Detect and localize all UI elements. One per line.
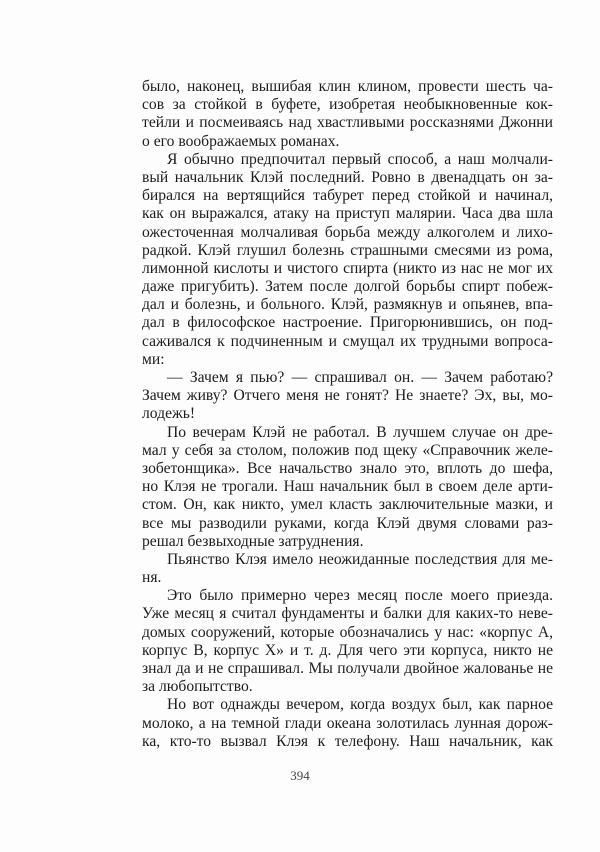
text-line: мал у себя за столом, положив под щеку «Справочник желе- [142, 441, 553, 459]
text-line: все мы разводили руками, когда Клэй двумя словами раз- [142, 514, 553, 532]
text-line: лодежь! [142, 405, 196, 423]
text-line: вый начальник Клэй последний. Ровно в двенадцать он за- [142, 168, 553, 186]
text-line: Это было примерно через месяц после моего приезда. [167, 587, 553, 605]
text-line: Уже месяц я считал фундаменты и балки для каких-то неве- [142, 605, 553, 623]
text-line: решал безвыходные затруднения. [142, 532, 364, 550]
paragraph [142, 696, 553, 751]
text-line: ня. [142, 569, 162, 587]
paragraph [142, 369, 553, 424]
text-line: дал и болезнь, и больного. Клэй, размякнув и опьянев, впа- [142, 296, 553, 314]
text-line: ка, кто-то вызвал Клэя к телефону. Наш начальник, как [142, 732, 553, 750]
text-line: но Клэя не трогали. Наш начальник был в своем деле арти- [142, 478, 553, 496]
body-text [142, 78, 553, 751]
text-line: саживался к подчиненным и смущал их трудными вопроса- [142, 332, 553, 350]
text-line: знал да и не спрашивал. Мы получали двойное жалованье не [142, 660, 553, 677]
text-line: — Зачем я пью? — спрашивал он. — Зачем работаю? [167, 369, 553, 386]
text-line: как он выражался, атаку на приступ малярии. Часа два шла [142, 205, 553, 223]
paragraph [142, 151, 553, 369]
text-line: было, наконец, вышибая клин клином, провести шесть ча- [142, 78, 553, 95]
paragraph [142, 424, 553, 551]
text-line: даже пригубить). Затем после долгой борьбы спирт побеж- [142, 278, 553, 296]
text-line: стом. Он, как никто, умел класть заключительные мазки, и [142, 496, 553, 514]
text-line: Зачем живу? Отчего меня не гонят? Не знаете? Эх, вы, мо- [142, 387, 553, 405]
paragraph [142, 78, 553, 151]
text-line: тейли и посмеиваясь над хвастливыми россказнями Джонни [142, 114, 553, 132]
text-line: Пьянство Клэя имело неожиданные последствия для ме- [167, 550, 553, 568]
text-line: ми: [142, 350, 165, 368]
text-line: бирался на вертящийся табурет перед стойкой и начинал, [142, 187, 553, 205]
text-line: за любопытство. [142, 678, 253, 696]
text-line: Но вот однажды вечером, когда воздух был, как парное [167, 696, 553, 714]
text-line: корпус В, корпус Х» и т. д. Для чего эти корпуса, никто не [142, 641, 553, 659]
page-number: 394 [290, 768, 310, 783]
text-line: зобетонщика». Все начальство знало это, вплоть до шефа, [142, 459, 553, 477]
paragraph [142, 587, 553, 696]
text-line: Я обычно предпочитал первый способ, а наш молчали- [167, 150, 553, 168]
text-line: ожесточенная молчаливая борьба между алкоголем и лихо- [142, 223, 553, 241]
text-line: лимонной кислоты и чистого спирта (никто из нас не мог их [142, 259, 553, 277]
text-line: радкой. Клэй глушил болезнь страшными смесями из рома, [142, 241, 553, 259]
text-line: молоко, а на темной глади океана золотилась лунная дорож- [142, 714, 553, 732]
paragraph [142, 551, 553, 587]
text-line: дал в философское настроение. Пригорюнившись, он под- [142, 314, 553, 332]
text-line: домых сооружений, которые обозначались у нас: «корпус А, [142, 623, 553, 641]
text-line: сов за стойкой в буфете, изобретая необыкновенные кок- [142, 96, 553, 114]
text-line: По вечерам Клэй не работал. В лучшем случае он дре- [167, 423, 553, 441]
text-line: о его воображаемых романах. [142, 132, 340, 150]
